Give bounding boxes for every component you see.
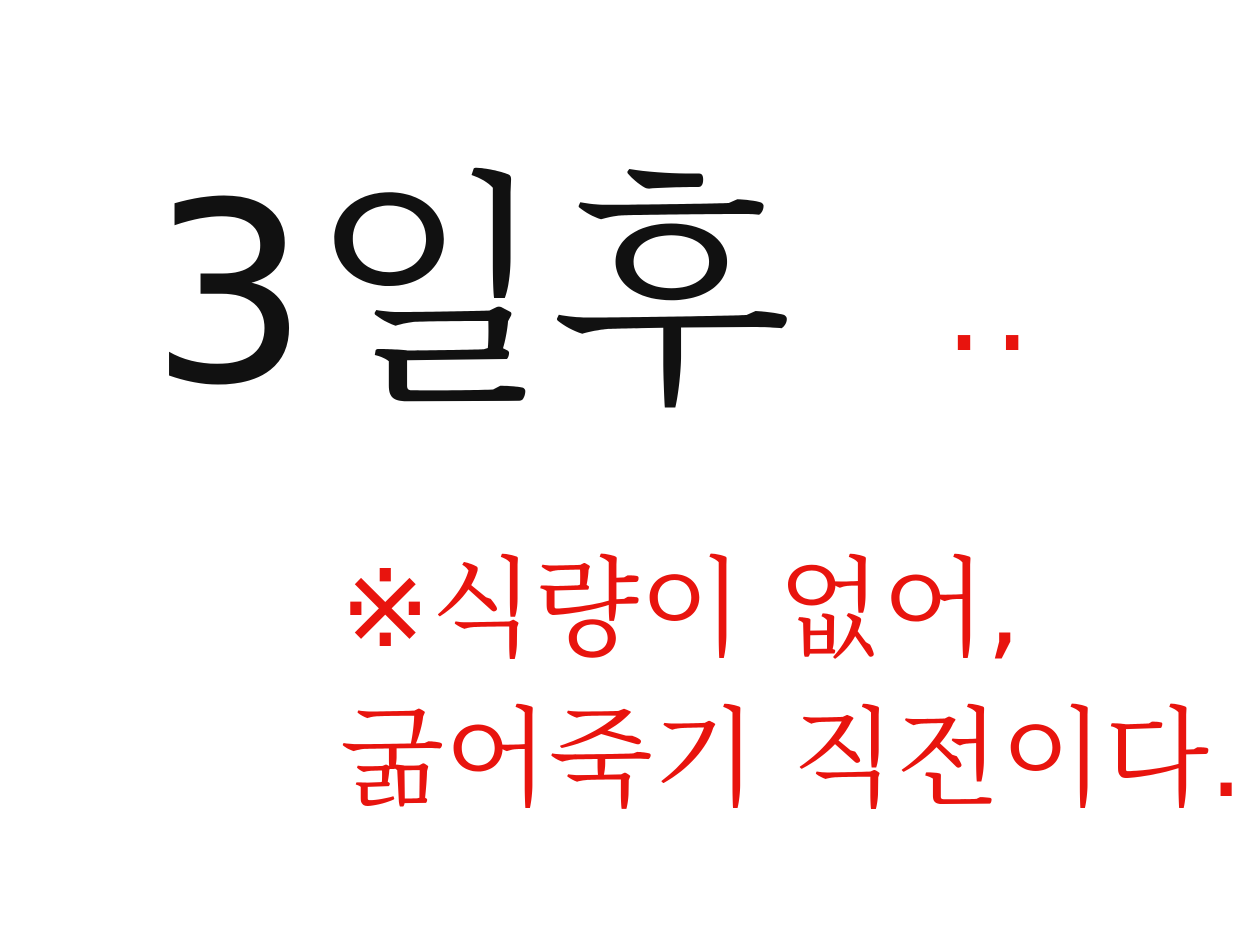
note-line-1: ※식량이 없어,	[340, 547, 1021, 672]
note-line-2: 굶어죽기 직전이다.	[340, 697, 1244, 822]
main-title-text: 3일후	[150, 149, 793, 440]
ellipsis-dots: ..	[945, 240, 1042, 379]
